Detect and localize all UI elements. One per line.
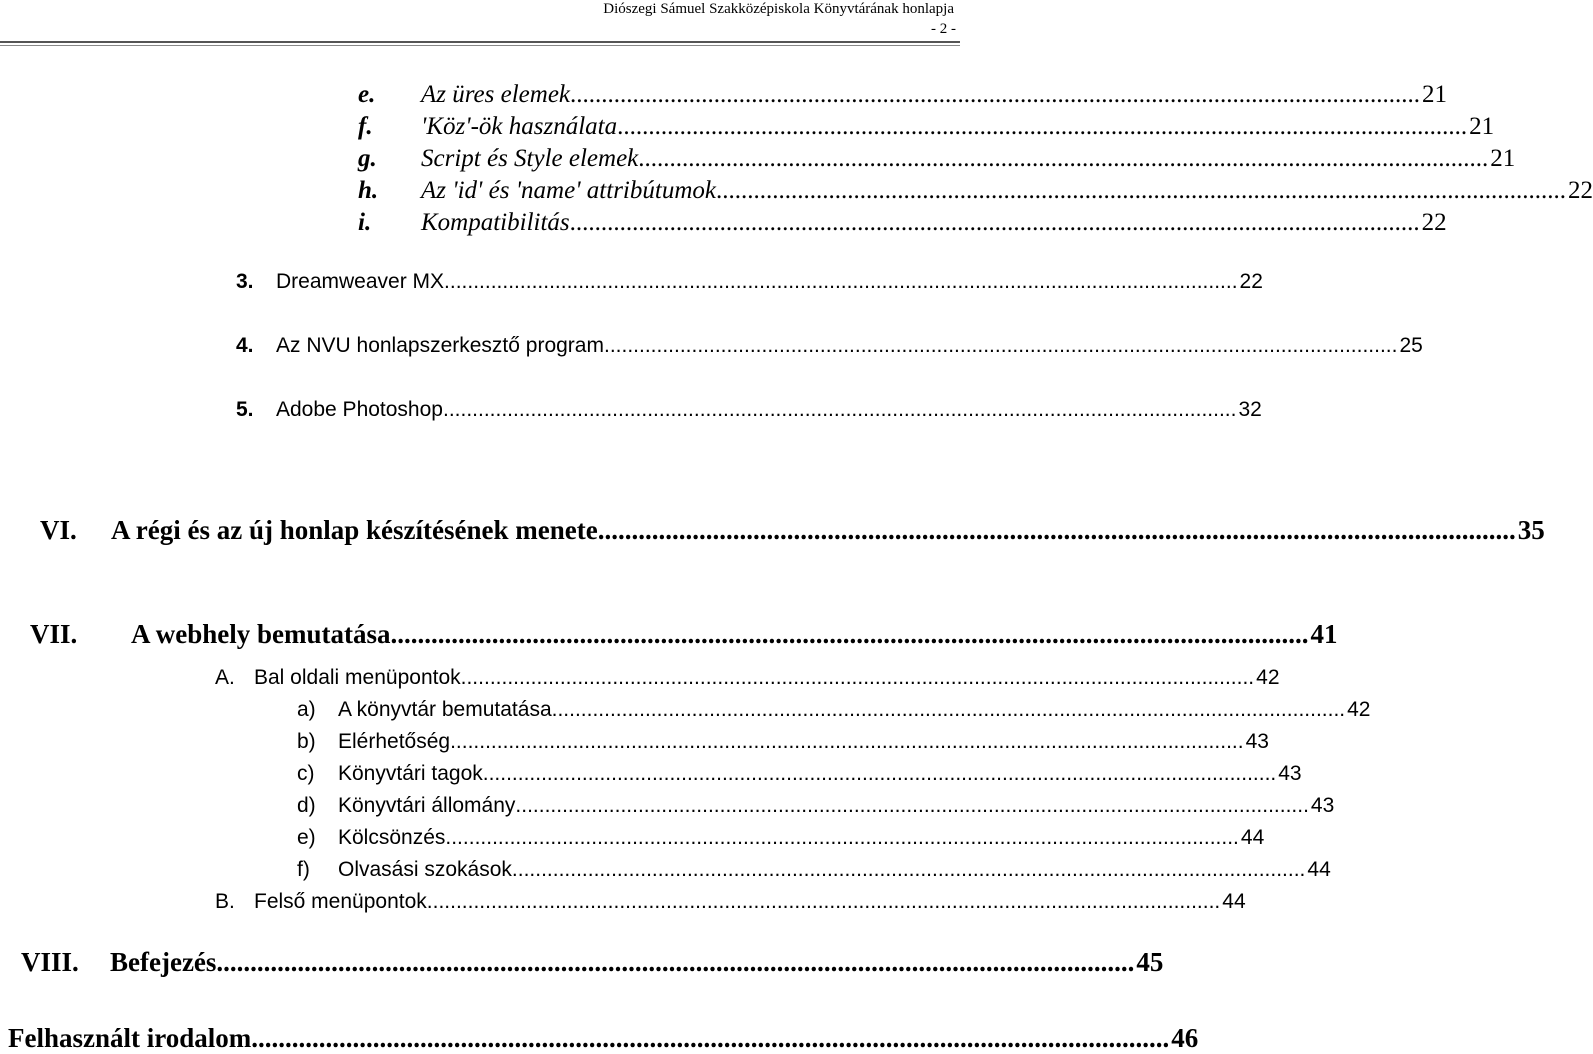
toc-entry-page: 44 (1240, 826, 1265, 849)
toc-entry-number: i. (358, 209, 372, 236)
page-header (0, 0, 960, 48)
header-page-number: - 2 - (931, 21, 956, 37)
toc-dot-leader: ........................................................................................................................................ (715, 177, 1566, 204)
header-title: Diószegi Sámuel Szakközépiskola Könyvtárának honlapja (603, 1, 954, 17)
toc-entry-page: 42 (1347, 698, 1371, 721)
toc-entry-page: 21 (1490, 145, 1516, 172)
toc-entry-label: Könyvtári tagok (338, 762, 483, 785)
toc-dot-leader: ........................................................................................................................................ (511, 858, 1306, 881)
toc-entry-number: a) (297, 698, 316, 721)
toc-entry-page: 45 (1136, 947, 1164, 977)
toc-entry-label: Adobe Photoshop (276, 398, 443, 421)
toc-entry-number: VII. (30, 619, 78, 649)
toc-entry-label: A könyvtár bemutatása (338, 698, 552, 721)
toc-entry-label: Az 'id' és 'name' attribútumok (421, 177, 716, 204)
toc-entry-page: 44 (1307, 858, 1331, 881)
toc-entry-page: 43 (1278, 762, 1302, 785)
toc-entry-number: VI. (40, 515, 77, 545)
toc-item-d[interactable] (297, 794, 1335, 818)
toc-entry-label: Az üres elemek (421, 81, 571, 108)
toc-entry-label: Kölcsönzés (338, 826, 446, 849)
toc-dot-leader: ........................................................................................................................................ (426, 890, 1221, 913)
toc-dot-leader: ........................................................................................................................................ (638, 145, 1489, 172)
toc-entry-number: b) (297, 730, 316, 753)
toc-entry-g[interactable] (358, 145, 1516, 173)
toc-entry-page: 35 (1517, 515, 1545, 545)
toc-entry-number: h. (358, 177, 379, 204)
toc-entry-label: Olvasási szokások (338, 858, 512, 881)
toc-entry-page: 22 (1567, 177, 1593, 204)
toc-dot-leader: ........................................................................................................................................ (515, 794, 1309, 817)
toc-entry-number: 4. (236, 334, 254, 357)
toc-entry-page: 25 (1399, 334, 1423, 357)
toc-dot-leader: ........................................................................................................................................ (570, 81, 1421, 108)
toc-dot-leader: ........................................................................................................................................ (251, 1023, 1170, 1053)
toc-entry-label: A webhely bemutatása (131, 619, 391, 649)
toc-entry-number: f. (358, 113, 373, 140)
toc-entry-number: d) (297, 794, 316, 817)
toc-dot-leader: ........................................................................................................................................ (390, 619, 1309, 649)
toc-entry-label: Dreamweaver MX (276, 270, 445, 293)
toc-dot-leader: ........................................................................................................................................ (569, 209, 1420, 236)
toc-entry-page: 44 (1222, 890, 1246, 913)
toc-entry-label: Elérhetőség (338, 730, 451, 753)
toc-entry-page: 46 (1171, 1023, 1199, 1053)
toc-entry-label: Befejezés (110, 947, 217, 977)
toc-entry-label: Felső menüpontok (254, 890, 427, 913)
header-rule (0, 41, 960, 43)
toc-bibliography[interactable] (8, 1023, 1199, 1054)
toc-dot-leader: ........................................................................................................................................ (442, 398, 1237, 421)
toc-section-b[interactable] (215, 890, 1246, 914)
toc-entry-number: e. (358, 81, 376, 108)
toc-entry-number: g. (358, 145, 377, 172)
toc-entry-label: A régi és az új honlap készítésének menete (111, 515, 598, 545)
toc-entry-page: 42 (1256, 666, 1280, 689)
toc-entry-label: Felhasznált irodalom (8, 1023, 252, 1053)
toc-entry-page: 21 (1422, 81, 1448, 108)
toc-entry-number: B. (215, 890, 235, 913)
toc-item-b[interactable] (297, 730, 1269, 754)
toc-chapter-vii[interactable] (30, 619, 1338, 650)
toc-entry-page: 32 (1238, 398, 1262, 421)
toc-entry-number: 3. (236, 270, 254, 293)
toc-entry-page: 43 (1245, 730, 1269, 753)
toc-entry-label: Az NVU honlapszerkesztő program (276, 334, 604, 357)
toc-entry-page: 21 (1469, 113, 1495, 140)
header-rule-thin (0, 45, 960, 46)
toc-entry-page: 22 (1421, 209, 1447, 236)
toc-item-a[interactable] (297, 698, 1371, 722)
toc-chapter-vi[interactable] (40, 515, 1545, 546)
toc-entry-label: Könyvtári állomány (338, 794, 516, 817)
toc-entry-label: 'Köz'-ök használata (421, 113, 618, 140)
toc-entry-f[interactable] (358, 113, 1495, 141)
toc-dot-leader: ........................................................................................................................................ (450, 730, 1244, 753)
toc-entry-e[interactable] (358, 81, 1448, 109)
toc-entry-page: 22 (1239, 270, 1263, 293)
toc-dot-leader: ........................................................................................................................................ (444, 270, 1238, 293)
toc-entry-label: Script és Style elemek (421, 145, 639, 172)
toc-entry-4[interactable] (236, 334, 1423, 358)
toc-entry-number: A. (215, 666, 235, 689)
toc-entry-5[interactable] (236, 398, 1262, 422)
toc-item-c[interactable] (297, 762, 1302, 786)
toc-entry-number: e) (297, 826, 316, 849)
toc-dot-leader: ........................................................................................................................................ (551, 698, 1346, 721)
toc-entry-number: f) (297, 858, 310, 881)
toc-dot-leader: ........................................................................................................................................ (482, 762, 1277, 785)
toc-chapter-viii[interactable] (21, 947, 1164, 978)
toc-entry-label: Kompatibilitás (421, 209, 570, 236)
toc-entry-number: 5. (236, 398, 254, 421)
toc-dot-leader: ........................................................................................................................................ (617, 113, 1468, 140)
toc-entry-page: 41 (1310, 619, 1338, 649)
toc-entry-label: Bal oldali menüpontok (254, 666, 461, 689)
toc-item-e[interactable] (297, 826, 1265, 850)
toc-entry-page: 43 (1310, 794, 1335, 817)
toc-section-a[interactable] (215, 666, 1280, 690)
toc-entry-i[interactable] (358, 209, 1447, 237)
toc-item-f[interactable] (297, 858, 1331, 882)
toc-entry-number: c) (297, 762, 315, 785)
toc-dot-leader: ........................................................................................................................................ (216, 947, 1135, 977)
toc-entry-h[interactable] (358, 177, 1593, 205)
toc-entry-3[interactable] (236, 270, 1263, 294)
toc-dot-leader: ........................................................................................................................................ (597, 515, 1516, 545)
toc-entry-number: VIII. (21, 947, 79, 977)
toc-dot-leader: ........................................................................................................................................ (445, 826, 1239, 849)
toc-dot-leader: ........................................................................................................................................ (603, 334, 1398, 357)
toc-dot-leader: ........................................................................................................................................ (460, 666, 1255, 689)
